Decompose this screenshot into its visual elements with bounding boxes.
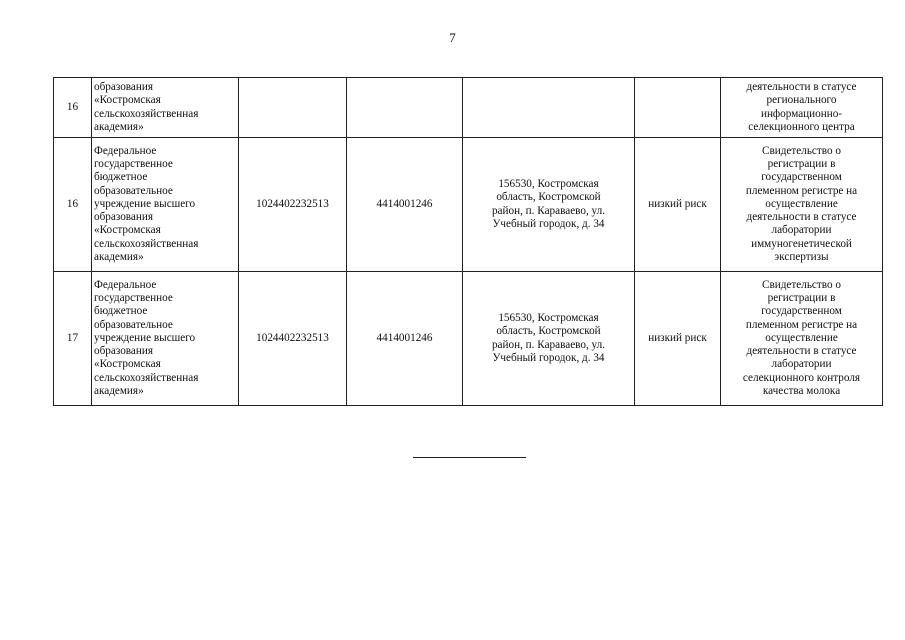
document-line: иммуногенетической xyxy=(751,237,852,250)
table-row xyxy=(54,272,883,406)
inn-cell: 4414001246 xyxy=(347,272,463,406)
name-line: образования xyxy=(94,345,154,358)
ogrn-cell: 1024402232513 xyxy=(239,272,347,406)
document-line: племенном регистре на xyxy=(745,184,858,197)
address-line: Учебный городок, д. 34 xyxy=(492,351,605,364)
document-cell xyxy=(721,138,883,272)
name-line: государственное xyxy=(94,292,173,305)
document-line: экспертизы xyxy=(774,250,829,263)
row-number-cell: 16 xyxy=(54,78,92,138)
name-line: академия» xyxy=(94,384,144,397)
address-line: 156530, Костромская xyxy=(498,312,599,325)
address-line: 156530, Костромская xyxy=(498,178,599,191)
document-cell xyxy=(721,78,883,138)
address-line: область, Костромской xyxy=(496,191,601,204)
document-line: лаборатории xyxy=(771,224,832,237)
row-number-cell: 16 xyxy=(54,138,92,272)
address-line: область, Костромской xyxy=(496,325,601,338)
document-line: селекционного центра xyxy=(748,120,855,133)
risk-category-cell xyxy=(635,78,721,138)
name-line: образования xyxy=(94,81,154,94)
name-line: сельскохозяйственная xyxy=(94,237,199,250)
table-row xyxy=(54,138,883,272)
document-line: регистрации в xyxy=(767,292,836,305)
document-line: Свидетельство о xyxy=(762,279,841,292)
name-line: «Костромская xyxy=(94,358,161,371)
document-line: государственном xyxy=(761,171,842,184)
inn-cell: 4414001246 xyxy=(347,138,463,272)
document-line: информационно- xyxy=(760,107,843,120)
registry-table xyxy=(53,77,883,406)
address-line: Учебный городок, д. 34 xyxy=(492,217,605,230)
document-line: племенном регистре на xyxy=(745,318,858,331)
name-line: бюджетное xyxy=(94,171,148,184)
document-line: регионального xyxy=(766,94,837,107)
risk-category-cell: низкий риск xyxy=(635,138,721,272)
name-line: Федеральное xyxy=(94,279,157,292)
ogrn-cell: 1024402232513 xyxy=(239,138,347,272)
page-number: 7 xyxy=(449,30,456,45)
document-cell xyxy=(721,272,883,406)
document-line: регистрации в xyxy=(767,158,836,171)
document-line: государственном xyxy=(761,305,842,318)
organization-name-cell xyxy=(92,78,239,138)
name-line: академия» xyxy=(94,250,144,263)
document-line: осуществление xyxy=(765,197,838,210)
name-line: учреждение высшего xyxy=(94,331,196,344)
organization-name-cell xyxy=(92,138,239,272)
document-line: качества молока xyxy=(762,384,841,397)
document-line: деятельности в статусе xyxy=(746,211,857,224)
name-line: сельскохозяйственная xyxy=(94,107,199,120)
document-line: селекционного контроля xyxy=(742,371,861,384)
table-row xyxy=(54,78,883,138)
inn-cell xyxy=(347,78,463,138)
name-line: Федеральное xyxy=(94,145,157,158)
name-line: государственное xyxy=(94,158,173,171)
address-cell xyxy=(463,78,635,138)
name-line: сельскохозяйственная xyxy=(94,371,199,384)
name-line: «Костромская xyxy=(94,94,161,107)
name-line: образования xyxy=(94,211,154,224)
address-cell xyxy=(463,272,635,406)
organization-name-cell xyxy=(92,272,239,406)
row-number-cell: 17 xyxy=(54,272,92,406)
address-line: район, п. Караваево, ул. xyxy=(491,338,606,351)
name-line: академия» xyxy=(94,120,144,133)
name-line: образовательное xyxy=(94,184,173,197)
name-line: учреждение высшего xyxy=(94,197,196,210)
risk-category-cell: низкий риск xyxy=(635,272,721,406)
ogrn-cell xyxy=(239,78,347,138)
document-line: лаборатории xyxy=(771,358,832,371)
document-line: Свидетельство о xyxy=(762,145,841,158)
address-line: район, п. Караваево, ул. xyxy=(491,204,606,217)
address-cell xyxy=(463,138,635,272)
name-line: образовательное xyxy=(94,318,173,331)
document-line: деятельности в статусе xyxy=(746,345,857,358)
document-line: деятельности в статусе xyxy=(746,81,857,94)
name-line: бюджетное xyxy=(94,305,148,318)
name-line: «Костромская xyxy=(94,224,161,237)
footer-separator-line xyxy=(413,457,526,458)
document-line: осуществление xyxy=(765,331,838,344)
